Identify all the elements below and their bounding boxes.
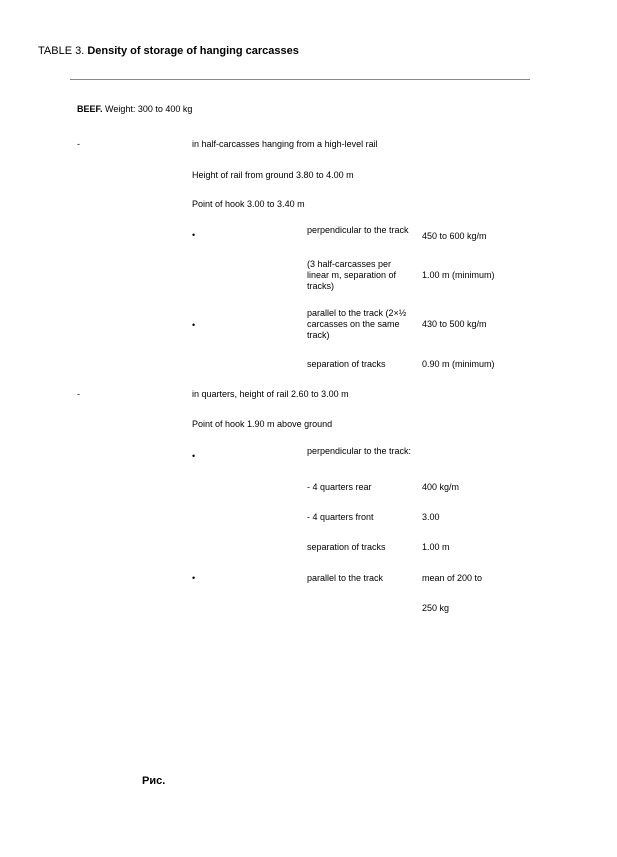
table-title-bold: Density of storage of hanging carcasses <box>87 45 299 57</box>
beef-heading <box>77 104 192 115</box>
separation-tracks-text: separation of tracks <box>307 359 386 369</box>
bullet-marker-2: • <box>192 320 196 330</box>
figure-label: Рис. <box>142 775 166 787</box>
perpendicular-track-text: perpendicular to the track <box>307 225 409 235</box>
separation-tracks-2-value: 1.00 m <box>422 542 450 552</box>
bullet-marker-4: • <box>192 573 196 583</box>
quarters-text: in quarters, height of rail 2.60 to 3.00 m <box>192 389 349 399</box>
separation-tracks-2-text: separation of tracks <box>307 542 386 552</box>
rail-height-text: Height of rail from ground 3.80 to 4.00 m <box>192 170 354 180</box>
quarters-front-value: 3.00 <box>422 512 440 522</box>
perpendicular-track-2-text: perpendicular to the track: <box>307 446 412 456</box>
separation-tracks-value: 0.90 m (minimum) <box>422 359 495 369</box>
dash-marker-2: - <box>77 389 80 399</box>
quarters-rear-text: - 4 quarters rear <box>307 482 372 492</box>
table-title <box>38 45 299 57</box>
half-carcasses-text: in half-carcasses hanging from a high-level rail <box>192 139 378 149</box>
quarters-front-text: - 4 quarters front <box>307 512 374 522</box>
beef-weight: Weight: 300 to 400 kg <box>102 104 193 114</box>
half-carcasses-per-m-text: (3 half-carcasses per linear m, separation of tracks) <box>307 259 397 291</box>
title-divider <box>70 79 530 80</box>
beef-label: BEEF. <box>77 104 103 114</box>
parallel-track-2-value: mean of 200 to <box>422 573 483 583</box>
bullet-marker-3: • <box>192 451 196 461</box>
parallel-track-2-value-cont: 250 kg <box>422 603 450 613</box>
parallel-track-2-text: parallel to the track <box>307 573 384 583</box>
dash-marker-1: - <box>77 139 80 149</box>
bullet-marker-1: • <box>192 230 196 240</box>
table-title-prefix: TABLE 3. <box>38 45 88 57</box>
parallel-track-text: parallel to the track (2×½ carcasses on the same track) <box>307 308 407 340</box>
hook-point-text: Point of hook 3.00 to 3.40 m <box>192 199 305 209</box>
perpendicular-track-value: 450 to 600 kg/m <box>422 231 487 241</box>
parallel-track-value: 430 to 500 kg/m <box>422 319 487 329</box>
quarters-rear-value: 400 kg/m <box>422 482 460 492</box>
hook-point-2-text: Point of hook 1.90 m above ground <box>192 419 333 429</box>
half-carcasses-per-m-value: 1.00 m (minimum) <box>422 270 495 280</box>
